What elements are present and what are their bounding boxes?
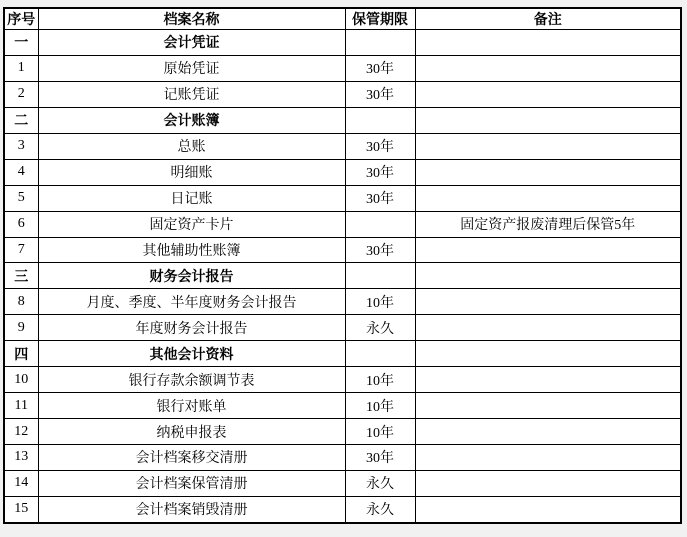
retention-period-cell: 永久 — [345, 315, 415, 341]
table-row — [4, 419, 681, 445]
archive-name-cell: 纳税申报表 — [38, 419, 345, 445]
archive-name-cell: 固定资产卡片 — [38, 211, 345, 237]
header-retention-period: 保管期限 — [345, 8, 415, 30]
table-row — [4, 237, 681, 263]
row-number-cell: 四 — [4, 341, 38, 367]
archive-name-cell: 明细账 — [38, 159, 345, 185]
remark-cell — [415, 393, 681, 419]
retention-period-cell: 30年 — [345, 55, 415, 81]
section-row — [4, 263, 681, 289]
remark-cell — [415, 185, 681, 211]
archive-retention-table — [3, 7, 682, 524]
header-row-number: 序号 — [4, 8, 38, 30]
retention-period-cell: 30年 — [345, 445, 415, 471]
row-number-cell: 14 — [4, 470, 38, 496]
retention-period-cell: 10年 — [345, 419, 415, 445]
remark-cell — [415, 289, 681, 315]
row-number-cell: 7 — [4, 237, 38, 263]
remark-cell — [415, 367, 681, 393]
retention-period-cell: 30年 — [345, 133, 415, 159]
row-number-cell: 2 — [4, 81, 38, 107]
table-row — [4, 133, 681, 159]
remark-cell — [415, 419, 681, 445]
remark-cell — [415, 315, 681, 341]
table-header — [4, 8, 681, 30]
remark-cell — [415, 263, 681, 289]
retention-period-cell: 10年 — [345, 367, 415, 393]
retention-period-cell: 30年 — [345, 159, 415, 185]
retention-period-cell: 10年 — [345, 289, 415, 315]
remark-cell — [415, 107, 681, 133]
section-row — [4, 341, 681, 367]
retention-period-cell — [345, 211, 415, 237]
table-row — [4, 393, 681, 419]
row-number-cell: 13 — [4, 445, 38, 471]
row-number-cell: 12 — [4, 419, 38, 445]
row-number-cell: 一 — [4, 30, 38, 56]
table-row — [4, 315, 681, 341]
remark-cell — [415, 159, 681, 185]
row-number-cell: 10 — [4, 367, 38, 393]
row-number-cell: 1 — [4, 55, 38, 81]
archive-name-cell: 月度、季度、半年度财务会计报告 — [38, 289, 345, 315]
retention-period-cell: 10年 — [345, 393, 415, 419]
header-archive-name: 档案名称 — [38, 8, 345, 30]
remark-cell — [415, 55, 681, 81]
retention-period-cell: 永久 — [345, 496, 415, 523]
row-number-cell: 4 — [4, 159, 38, 185]
remark-cell — [415, 445, 681, 471]
archive-name-cell: 财务会计报告 — [38, 263, 345, 289]
archive-name-cell: 年度财务会计报告 — [38, 315, 345, 341]
table-row — [4, 470, 681, 496]
retention-period-cell: 30年 — [345, 81, 415, 107]
retention-period-cell: 30年 — [345, 185, 415, 211]
retention-period-cell — [345, 341, 415, 367]
archive-name-cell: 总账 — [38, 133, 345, 159]
row-number-cell: 9 — [4, 315, 38, 341]
retention-period-cell — [345, 263, 415, 289]
retention-period-cell — [345, 30, 415, 56]
archive-name-cell: 银行存款余额调节表 — [38, 367, 345, 393]
row-number-cell: 3 — [4, 133, 38, 159]
section-row — [4, 107, 681, 133]
remark-cell — [415, 81, 681, 107]
section-row — [4, 30, 681, 56]
table-row — [4, 289, 681, 315]
archive-name-cell: 日记账 — [38, 185, 345, 211]
archive-name-cell: 其他会计资料 — [38, 341, 345, 367]
table-row — [4, 55, 681, 81]
retention-period-cell: 永久 — [345, 470, 415, 496]
retention-period-cell — [345, 107, 415, 133]
remark-cell — [415, 237, 681, 263]
archive-name-cell: 会计账簿 — [38, 107, 345, 133]
remark-cell — [415, 496, 681, 523]
archive-name-cell: 银行对账单 — [38, 393, 345, 419]
table-row — [4, 445, 681, 471]
row-number-cell: 三 — [4, 263, 38, 289]
archive-name-cell: 会计档案移交清册 — [38, 445, 345, 471]
row-number-cell: 8 — [4, 289, 38, 315]
row-number-cell: 11 — [4, 393, 38, 419]
header-row — [4, 8, 681, 30]
row-number-cell: 5 — [4, 185, 38, 211]
remark-cell — [415, 470, 681, 496]
archive-name-cell: 会计档案销毁清册 — [38, 496, 345, 523]
archive-name-cell: 会计档案保管清册 — [38, 470, 345, 496]
row-number-cell: 6 — [4, 211, 38, 237]
remark-cell — [415, 341, 681, 367]
table-row — [4, 159, 681, 185]
row-number-cell: 15 — [4, 496, 38, 523]
header-remark: 备注 — [415, 8, 681, 30]
retention-period-cell: 30年 — [345, 237, 415, 263]
table-row — [4, 81, 681, 107]
archive-name-cell: 会计凭证 — [38, 30, 345, 56]
archive-name-cell: 原始凭证 — [38, 55, 345, 81]
table-body — [4, 30, 681, 524]
archive-name-cell: 其他辅助性账簿 — [38, 237, 345, 263]
table-row — [4, 496, 681, 523]
remark-cell — [415, 133, 681, 159]
remark-cell — [415, 30, 681, 56]
table-row — [4, 185, 681, 211]
row-number-cell: 二 — [4, 107, 38, 133]
table-row — [4, 211, 681, 237]
table-row — [4, 367, 681, 393]
archive-name-cell: 记账凭证 — [38, 81, 345, 107]
remark-cell: 固定资产报废清理后保管5年 — [415, 211, 681, 237]
